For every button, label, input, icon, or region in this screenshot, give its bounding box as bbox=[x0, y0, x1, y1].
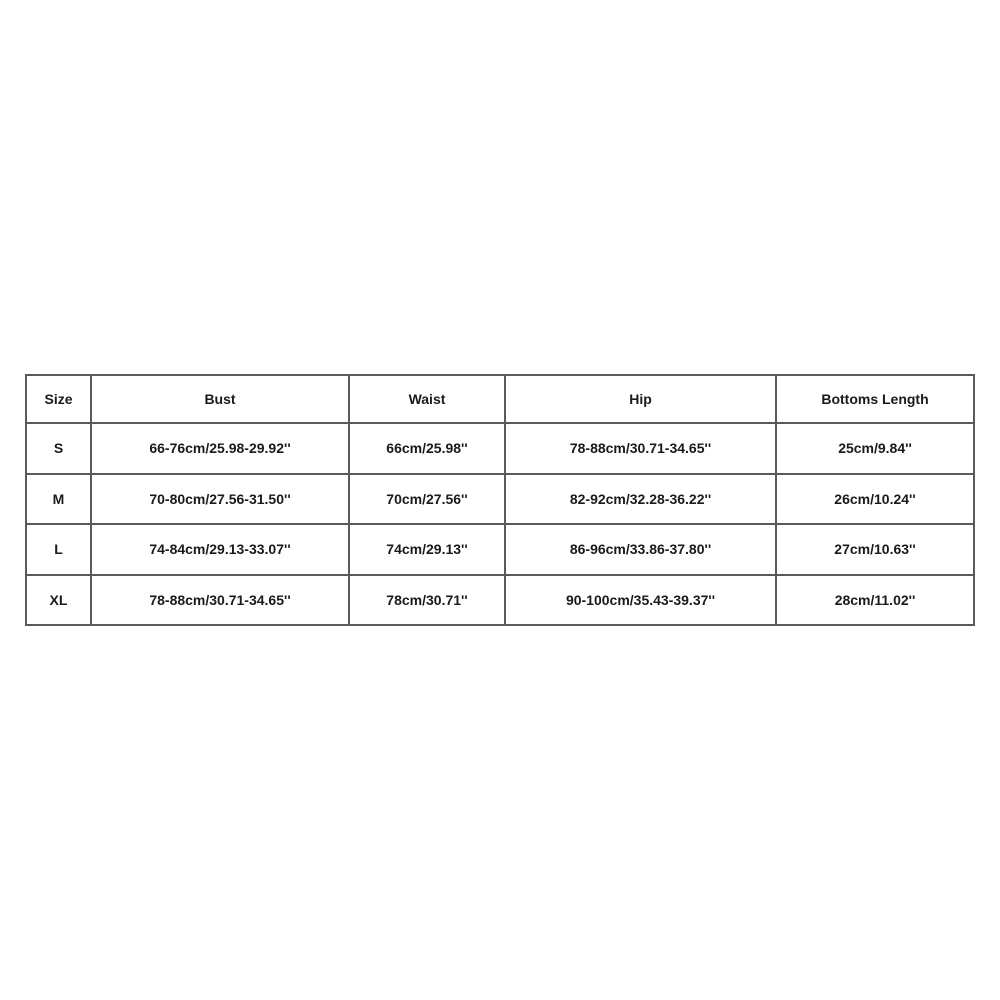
cell-bottoms-length: 25cm/9.84'' bbox=[776, 423, 974, 474]
cell-bust: 78-88cm/30.71-34.65'' bbox=[91, 575, 349, 626]
header-waist: Waist bbox=[349, 375, 505, 423]
cell-waist: 66cm/25.98'' bbox=[349, 423, 505, 474]
header-bottoms-length: Bottoms Length bbox=[776, 375, 974, 423]
cell-size: L bbox=[26, 524, 91, 575]
table-row bbox=[26, 423, 974, 474]
table-row bbox=[26, 524, 974, 575]
cell-hip: 78-88cm/30.71-34.65'' bbox=[505, 423, 776, 474]
cell-size: XL bbox=[26, 575, 91, 626]
table-row bbox=[26, 575, 974, 626]
cell-waist: 70cm/27.56'' bbox=[349, 474, 505, 525]
cell-bottoms-length: 26cm/10.24'' bbox=[776, 474, 974, 525]
header-row bbox=[26, 375, 974, 423]
cell-size: S bbox=[26, 423, 91, 474]
cell-waist: 74cm/29.13'' bbox=[349, 524, 505, 575]
cell-waist: 78cm/30.71'' bbox=[349, 575, 505, 626]
cell-bottoms-length: 28cm/11.02'' bbox=[776, 575, 974, 626]
size-chart-table bbox=[25, 374, 975, 626]
cell-size: M bbox=[26, 474, 91, 525]
cell-bust: 70-80cm/27.56-31.50'' bbox=[91, 474, 349, 525]
header-bust: Bust bbox=[91, 375, 349, 423]
cell-hip: 90-100cm/35.43-39.37'' bbox=[505, 575, 776, 626]
cell-bottoms-length: 27cm/10.63'' bbox=[776, 524, 974, 575]
cell-hip: 86-96cm/33.86-37.80'' bbox=[505, 524, 776, 575]
cell-bust: 74-84cm/29.13-33.07'' bbox=[91, 524, 349, 575]
cell-hip: 82-92cm/32.28-36.22'' bbox=[505, 474, 776, 525]
cell-bust: 66-76cm/25.98-29.92'' bbox=[91, 423, 349, 474]
header-hip: Hip bbox=[505, 375, 776, 423]
table-row bbox=[26, 474, 974, 525]
header-size: Size bbox=[26, 375, 91, 423]
